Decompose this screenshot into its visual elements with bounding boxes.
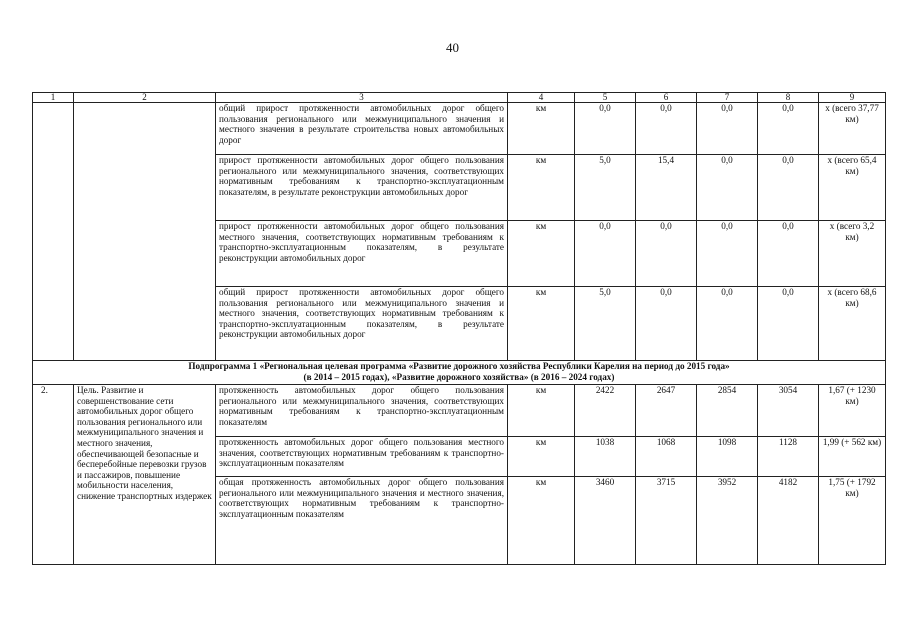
value-cell: 5,0 bbox=[575, 287, 636, 361]
page-number: 40 bbox=[446, 40, 459, 55]
value-cell: 2647 bbox=[636, 385, 697, 437]
value-cell: 0,0 bbox=[758, 155, 819, 221]
value-cell: 1098 bbox=[697, 437, 758, 477]
unit-cell: км bbox=[508, 477, 575, 565]
unit-cell: км bbox=[508, 287, 575, 361]
unit-cell: км bbox=[508, 385, 575, 437]
col-num-3: 3 bbox=[216, 93, 508, 103]
value-cell: 0,0 bbox=[758, 221, 819, 287]
value-cell: 0,0 bbox=[636, 221, 697, 287]
value-cell: 1038 bbox=[575, 437, 636, 477]
goal-number: 2. bbox=[33, 385, 74, 565]
indicator-cell: протяженность автомобильных дорог общего пользования местного значения, соответствующих нормативным требованиям к транспортно-эксплуатационным показателям bbox=[216, 437, 508, 477]
indicator-cell: прирост протяженности автомобильных дорог общего пользования местного значения, соответствующих нормативным требованиям к транспортно-эксплуатационным показателям, в результате реконструкции автомобильных дорог bbox=[216, 221, 508, 287]
empty-cell bbox=[74, 103, 216, 361]
subprogram-title bbox=[33, 361, 886, 385]
col-num-6: 6 bbox=[636, 93, 697, 103]
indicator-cell: общий прирост протяженности автомобильных дорог общего пользования регионального или межмуниципального значения и местного значения в результате строительства новых автомобильных дорог bbox=[216, 103, 508, 155]
note-cell: х (всего 65,4 км) bbox=[819, 155, 886, 221]
note-cell: х (всего 3,2 км) bbox=[819, 221, 886, 287]
goal-text: Цель. Развитие и совершенствование сети автомобильных дорог общего пользования регионального или межмуниципального значения и местного значения, обеспечивающей безопасные и бесперебойные перевозки грузов и пассажиров, повышение мобильности населения, снижение транспортных издержек bbox=[74, 385, 216, 565]
indicator-cell: прирост протяженности автомобильных дорог общего пользования регионального или межмуниципального значения, соответствующих нормативным требованиям к транспортно-эксплуатационным показателям, в результате реконструкции автомобильных дорог bbox=[216, 155, 508, 221]
column-number-row bbox=[33, 93, 886, 103]
unit-cell: км bbox=[508, 155, 575, 221]
value-cell: 0,0 bbox=[758, 287, 819, 361]
table-row bbox=[33, 103, 886, 155]
unit-cell: км bbox=[508, 437, 575, 477]
value-cell: 2422 bbox=[575, 385, 636, 437]
value-cell: 3054 bbox=[758, 385, 819, 437]
value-cell: 1068 bbox=[636, 437, 697, 477]
subprogram-title-line1: Подпрограмма 1 «Региональная целевая программа «Развитие дорожного хозяйства Республики Карелия на период до 2015 года» bbox=[188, 361, 730, 371]
value-cell: 2854 bbox=[697, 385, 758, 437]
col-num-7: 7 bbox=[697, 93, 758, 103]
indicator-cell: общий прирост протяженности автомобильных дорог общего пользования регионального или межмуниципального значения и местного значения, соответствующих нормативным требованиям к транспортно-эксплуатационным показателям, в результате реконструкции автомобильных дорог bbox=[216, 287, 508, 361]
empty-cell bbox=[33, 103, 74, 361]
value-cell: 3715 bbox=[636, 477, 697, 565]
value-cell: 0,0 bbox=[697, 221, 758, 287]
value-cell: 3952 bbox=[697, 477, 758, 565]
subprogram-title-line2: (в 2014 – 2015 годах), «Развитие дорожного хозяйства» (в 2016 – 2024 годах) bbox=[303, 371, 615, 382]
note-cell: 1,67 (+ 1230 км) bbox=[819, 385, 886, 437]
value-cell: 0,0 bbox=[636, 287, 697, 361]
value-cell: 0,0 bbox=[697, 287, 758, 361]
note-cell: 1,75 (+ 1792 км) bbox=[819, 477, 886, 565]
value-cell: 3460 bbox=[575, 477, 636, 565]
value-cell: 5,0 bbox=[575, 155, 636, 221]
col-num-8: 8 bbox=[758, 93, 819, 103]
note-cell: х (всего 68,6 км) bbox=[819, 287, 886, 361]
value-cell: 15,4 bbox=[636, 155, 697, 221]
value-cell: 0,0 bbox=[758, 103, 819, 155]
value-cell: 0,0 bbox=[575, 221, 636, 287]
col-num-9: 9 bbox=[819, 93, 886, 103]
subprogram-row bbox=[33, 361, 886, 385]
table-row bbox=[33, 385, 886, 437]
value-cell: 1128 bbox=[758, 437, 819, 477]
unit-cell: км bbox=[508, 103, 575, 155]
value-cell: 0,0 bbox=[697, 155, 758, 221]
value-cell: 0,0 bbox=[697, 103, 758, 155]
note-cell: 1,99 (+ 562 км) bbox=[819, 437, 886, 477]
note-cell: х (всего 37,77 км) bbox=[819, 103, 886, 155]
value-cell: 4182 bbox=[758, 477, 819, 565]
col-num-1: 1 bbox=[33, 93, 74, 103]
col-num-2: 2 bbox=[74, 93, 216, 103]
unit-cell: км bbox=[508, 221, 575, 287]
col-num-4: 4 bbox=[508, 93, 575, 103]
value-cell: 0,0 bbox=[636, 103, 697, 155]
indicators-table bbox=[32, 92, 886, 565]
col-num-5: 5 bbox=[575, 93, 636, 103]
indicator-cell: общая протяженность автомобильных дорог общего пользования регионального или межмуниципального значения и местного значения, соответствующих нормативным требованиям к транспортно-эксплуатационным показателям bbox=[216, 477, 508, 565]
indicator-cell: протяженность автомобильных дорог общего пользования регионального или межмуниципального значения, соответствующих нормативным требованиям к транспортно-эксплуатационным показателям bbox=[216, 385, 508, 437]
value-cell: 0,0 bbox=[575, 103, 636, 155]
